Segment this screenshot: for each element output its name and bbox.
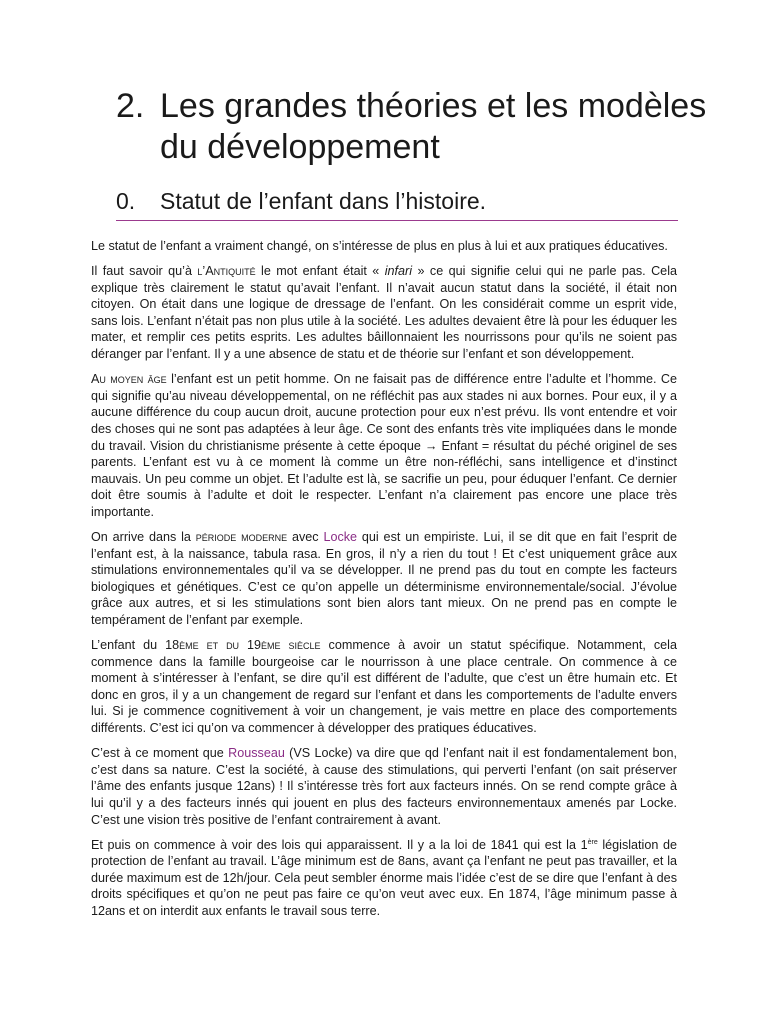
superscript: ère xyxy=(587,838,598,846)
period-term: l’Antiquité xyxy=(197,264,256,279)
subsection-heading xyxy=(116,186,678,221)
paragraph-text: (VS Locke) va dire que qd l’enfant nait il est fondamentalement bon, c’est dans sa nature. C’est la société, à cause des stimulations, qui perverti l’enfant (on sait préserver l’âme des enfants jusque 12ans) ! Il s’intéresse très fort aux facteurs innés. On se rend compte grâce à lui qu’il y a des facteurs innés qui jouent en plus des facteurs environnementaux amenés par Locke. C’est une vision très positive de l’enfant contrairement à avant. xyxy=(91,746,677,827)
paragraph-text: L’enfant du xyxy=(91,638,166,653)
author-name-locke: Locke xyxy=(323,530,358,544)
paragraph-text: Le statut de l’enfant a vraiment changé, on s’intéresse de plus en plus à lui et aux pratiques éducatives. xyxy=(91,239,668,253)
paragraph-text: commence à avoir un statut spécifique. Notamment, cela commence dans la famille bourgeoise car le nourrisson à une place centrale. On commence à ce moment à s’intéresser à l’enfant, se dire qu’il est différent de l’adulte, que c’est un être humain etc. Et donc en gros, il y a un changement de regard sur l’enfant et dans les comportements de l’adulte envers lui. Si je commence cognitivement à voir un changement, je vais mettre en place des comportements différents. C’est ici qu’on va commencer à développer des pratiques éducatives. xyxy=(91,638,677,736)
paragraph-periode-moderne xyxy=(91,529,677,629)
paragraph-text: avec xyxy=(287,530,324,544)
paragraph-text: Et puis on commence à voir des lois qui apparaissent. Il y a la loi de 1841 qui est la 1 xyxy=(91,837,588,852)
paragraph-text: l’enfant est un petit homme. On ne faisait pas de différence entre l’adulte et l’homme. Ce qui signifie qu’au niveau développemental, on ne réfléchit pas aux stades ni aux bornes. Pour eux, il y a aucune différence du coup aucun droit, aucune protection pour eux n’est prévu. Ils vont entendre et voir des choses qui ne sont pas adaptées à leur âge. Ce sont des enfants très vite impliquées dans le monde du travail. Vision du christianisme présente à cette époque → Enfant = résultat du péché originel de ses parents. L’enfant est vu à ce moment là comme un être non-réfléchi, sans intelligence et d’instinct mauvais. Un peu comme un objet. Et l’adulte est là, se sacrifie un peu, pour éduquer l’enfant. Ce dernier doit être soumis à l’adulte et doit le respecter. L’enfant n’a clairement pas encore une place très importante. xyxy=(91,372,677,519)
paragraph-moyen-age xyxy=(91,371,677,520)
latin-term: infari xyxy=(384,264,413,279)
section-heading xyxy=(116,86,716,168)
section-number: 2. xyxy=(116,87,145,125)
paragraph-text: C’est à ce moment que xyxy=(91,746,229,761)
period-term: Au moyen âge xyxy=(91,372,167,387)
period-term: période moderne xyxy=(195,530,288,544)
subsection-title: Statut de l’enfant dans l’histoire. xyxy=(160,188,487,214)
paragraph-lois xyxy=(91,837,677,920)
paragraph-text: le mot enfant était « xyxy=(255,264,385,279)
paragraph-text: » ce qui signifie celui qui ne parle pas. Cela explique très clairement le statut qu’avait l’enfant. Il n’avait aucun statut dans la société, il était non citoyen. On était dans une logique de dressage de l’enfant. On les considérait comme un esprit vide, sans lois. L’enfant n’était pas non plus utile à la société. Les adultes devaient être là pour les éduquer les mater, et remplir ces petits esprits. Les adultes bâillonnaient les nourrissons pour qu’ils ne soient pas déranger par l’enfant. Il y a une absence de statu et de théorie sur l’enfant et son développement. xyxy=(91,264,677,362)
paragraph-18-19-siecle xyxy=(91,637,677,737)
subsection-number: 0. xyxy=(116,188,136,214)
paragraph-text: législation de protection de l’enfant au travail. L’âge minimum est de 8ans, avant ça l’enfant ne peut pas travailler, et la durée maximum est de 12h/jour. Cela peut sembler énorme mais l’idée c’est de se dire que l’enfant à des droits spécifiques et qu’on ne peut pas faire ce qu’on veut avec eux. En 1874, l’âge minimum passe à 12ans et on interdit aux enfants le travail sous terre. xyxy=(91,837,677,918)
paragraph-intro xyxy=(91,238,677,255)
paragraph-text: Il faut savoir qu’à xyxy=(91,264,198,279)
period-term: 18ème et du 19ème siècle xyxy=(165,638,321,653)
author-name-rousseau: Rousseau xyxy=(228,746,285,761)
paragraph-rousseau xyxy=(91,745,677,828)
paragraph-antiquite xyxy=(91,263,677,363)
section-title: Les grandes théories et les modèles du développement xyxy=(160,87,707,166)
paragraph-text: qui est un empiriste. Lui, il se dit que en fait l’esprit de l’enfant est, à la naissance, tabula rasa. En gros, il n’y a rien du tout ! Et c’est uniquement grâce aux stimulations environnementales qu’il va se développer. Il ne prend pas du tout en compte les facteurs biologiques et génétiques. C’est ce qu’on appelle un déterminisme environnementale/social. J’évolue grâce aux autres, et si les stimulations sont bien alors tant mieux. On ne prend pas en compte le tempérament de l’enfant par exemple. xyxy=(91,530,677,627)
paragraph-text: On arrive dans la xyxy=(91,530,196,544)
body-text xyxy=(91,238,677,928)
